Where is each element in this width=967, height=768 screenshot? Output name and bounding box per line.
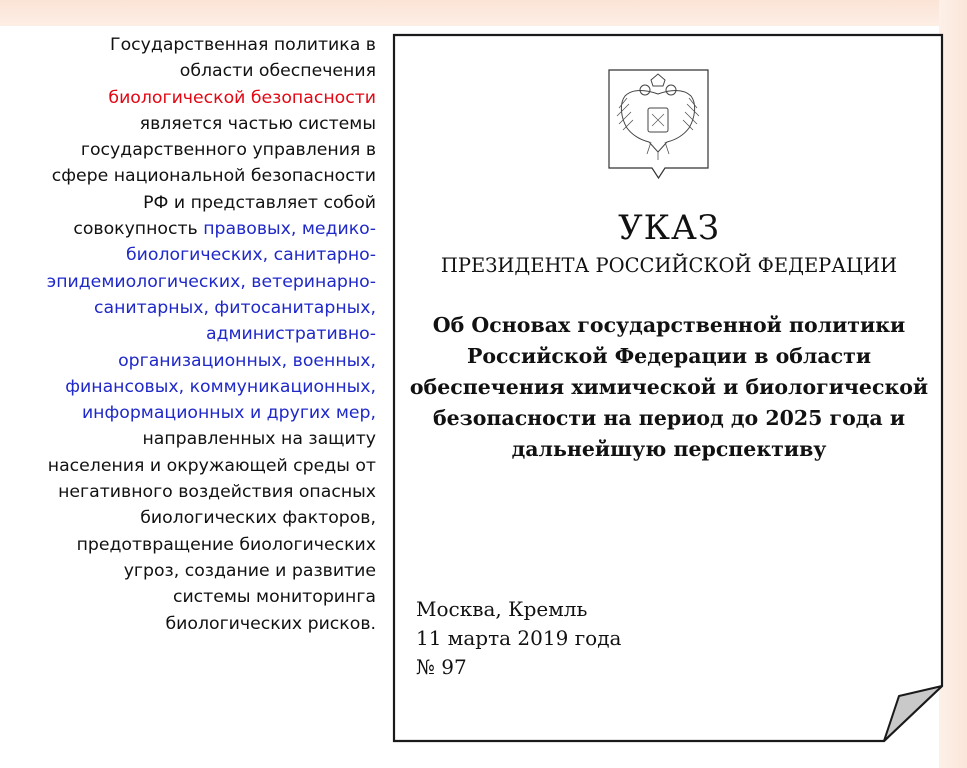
paragraph-text: совокупность bbox=[73, 219, 204, 240]
highlight-blue-text: эпидемиологических, ветеринарно- bbox=[46, 271, 376, 292]
highlight-blue-text: санитарных, фитосанитарных, bbox=[94, 297, 376, 318]
decree-number: № 97 bbox=[416, 655, 467, 679]
highlight-blue-text: финансовых, коммуникационных, bbox=[65, 376, 376, 397]
paragraph-text: области обеспечения bbox=[179, 61, 376, 82]
paragraph-text: биологических факторов, bbox=[140, 508, 376, 529]
paragraph-text: системы мониторинга bbox=[172, 587, 376, 608]
highlight-blue-text: биологических, санитарно- bbox=[126, 245, 376, 266]
highlight-blue-text: правовых, медико- bbox=[203, 219, 376, 240]
paragraph-text: направленных на защиту bbox=[142, 429, 376, 450]
decree-signature-block bbox=[416, 595, 621, 682]
paragraph-text: сфере национальной безопасности bbox=[51, 166, 376, 187]
paragraph-text: государственного управления в bbox=[80, 140, 376, 161]
heading-line: дальнейшую перспективу bbox=[511, 437, 827, 461]
decree-title: УКАЗ bbox=[618, 208, 720, 248]
paragraph-text: негативного воздействия опасных bbox=[58, 482, 376, 503]
heading-line: Об Основах государственной политики bbox=[432, 313, 906, 337]
highlight-red-text: биологической безопасности bbox=[108, 87, 376, 108]
decree-place: Москва, Кремль bbox=[416, 597, 588, 621]
paragraph-text: предотвращение биологических bbox=[76, 534, 376, 555]
decree-date: 11 марта 2019 года bbox=[416, 626, 622, 650]
paragraph-text: РФ и представляет собой bbox=[143, 192, 376, 213]
decree-issuer: ПРЕЗИДЕНТА РОССИЙСКОЙ ФЕДЕРАЦИИ bbox=[440, 254, 898, 277]
heading-line: Российской Федерации в области bbox=[466, 344, 872, 368]
highlight-blue-text: информационных и других мер, bbox=[81, 403, 376, 424]
coat-of-arms-icon bbox=[607, 68, 710, 180]
highlight-blue-text: организационных, военных, bbox=[118, 350, 376, 371]
decree-heading bbox=[404, 310, 934, 465]
paragraph-text: является частью системы bbox=[139, 113, 376, 134]
paragraph-text: населения и окружающей среды от bbox=[47, 455, 376, 476]
paragraph-text: угроз, создание и развитие bbox=[123, 560, 376, 581]
heading-line: безопасности на период до 2025 года и bbox=[432, 406, 906, 430]
heading-line: обеспечения химической и биологической bbox=[409, 375, 929, 399]
paragraph-text: Государственная политика в bbox=[110, 35, 376, 55]
highlight-blue-text: административно- bbox=[205, 324, 376, 345]
paragraph-text: биологических рисков. bbox=[165, 613, 376, 634]
